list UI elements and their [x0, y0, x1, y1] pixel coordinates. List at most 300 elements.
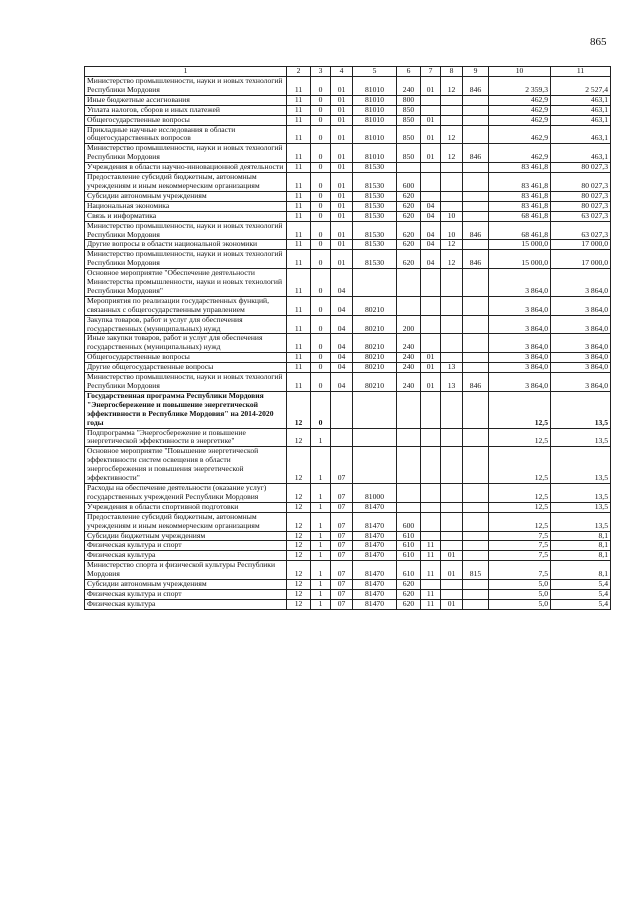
chapter-code	[421, 502, 441, 512]
chapter-code	[421, 512, 441, 531]
chapter-code: 11	[421, 541, 441, 551]
expense-type-code: 240	[397, 353, 421, 363]
activity-code	[331, 391, 353, 428]
subsection-code	[441, 428, 463, 447]
table-row	[85, 211, 611, 221]
subsection-code	[441, 531, 463, 541]
activity-code: 07	[331, 551, 353, 561]
subprogram-code: 0	[311, 201, 331, 211]
row-name: Учреждения в области научно-инновационной деятельности	[85, 163, 287, 173]
section-code: 11	[287, 173, 311, 192]
row-name: Физическая культура	[85, 599, 287, 609]
subsection-code	[441, 115, 463, 125]
ministry-code	[463, 173, 489, 192]
amount-year-2: 13,5	[551, 428, 611, 447]
subprogram-code: 0	[311, 221, 331, 240]
ministry-code: 846	[463, 77, 489, 96]
section-code: 11	[287, 296, 311, 315]
row-name: Физическая культура и спорт	[85, 589, 287, 599]
section-code: 11	[287, 373, 311, 392]
row-name: Прикладные научные исследования в области общегосударственных вопросов	[85, 125, 287, 144]
amount-year-1: 7,5	[489, 541, 551, 551]
amount-year-1: 3 864,0	[489, 363, 551, 373]
amount-year-2: 13,5	[551, 502, 611, 512]
amount-year-1: 3 864,0	[489, 373, 551, 392]
expense-type-code: 610	[397, 531, 421, 541]
chapter-code	[421, 191, 441, 201]
direction-code	[353, 391, 397, 428]
activity-code: 04	[331, 296, 353, 315]
ministry-code: 846	[463, 250, 489, 269]
subprogram-code: 1	[311, 531, 331, 541]
amount-year-1: 2 359,3	[489, 77, 551, 96]
amount-year-2: 63 027,3	[551, 221, 611, 240]
ministry-code	[463, 391, 489, 428]
row-name: Министерство промышленности, науки и новых технологий Республики Мордовия	[85, 77, 287, 96]
amount-year-1: 3 864,0	[489, 334, 551, 353]
activity-code: 01	[331, 77, 353, 96]
table-row	[85, 589, 611, 599]
expense-type-code	[397, 502, 421, 512]
table-row	[85, 240, 611, 250]
subsection-code	[441, 353, 463, 363]
amount-year-1: 12,5	[489, 483, 551, 502]
activity-code: 01	[331, 211, 353, 221]
ministry-code	[463, 502, 489, 512]
subsection-code: 12	[441, 250, 463, 269]
ministry-code	[463, 580, 489, 590]
expense-type-code: 800	[397, 95, 421, 105]
direction-code: 81470	[353, 512, 397, 531]
direction-code: 81530	[353, 163, 397, 173]
budget-table	[84, 66, 611, 610]
subprogram-code: 0	[311, 115, 331, 125]
table-header-row	[85, 67, 611, 77]
amount-year-2: 3 864,0	[551, 363, 611, 373]
section-code: 12	[287, 428, 311, 447]
section-code: 11	[287, 105, 311, 115]
direction-code: 81530	[353, 173, 397, 192]
table-row	[85, 173, 611, 192]
table-row	[85, 363, 611, 373]
chapter-code	[421, 315, 441, 334]
amount-year-1: 462,9	[489, 95, 551, 105]
ministry-code: 846	[463, 144, 489, 163]
direction-code: 80210	[353, 296, 397, 315]
chapter-code: 01	[421, 125, 441, 144]
activity-code: 01	[331, 105, 353, 115]
subprogram-code: 1	[311, 502, 331, 512]
subsection-code	[441, 391, 463, 428]
expense-type-code: 850	[397, 144, 421, 163]
subsection-code	[441, 191, 463, 201]
direction-code: 81010	[353, 77, 397, 96]
table-row	[85, 201, 611, 211]
table-row	[85, 334, 611, 353]
column-header: 4	[331, 67, 353, 77]
expense-type-code: 620	[397, 240, 421, 250]
subsection-code: 01	[441, 551, 463, 561]
chapter-code	[421, 483, 441, 502]
row-name: Иные закупки товаров, работ и услуг для обеспечения государственных (муниципальных) нужд	[85, 334, 287, 353]
row-name: Предоставление субсидий бюджетным, автономным учреждениям и иным некоммерческим организациям	[85, 173, 287, 192]
subprogram-code: 1	[311, 447, 331, 484]
direction-code: 80210	[353, 353, 397, 363]
table-row	[85, 296, 611, 315]
subprogram-code: 0	[311, 334, 331, 353]
amount-year-2: 463,1	[551, 125, 611, 144]
expense-type-code: 610	[397, 551, 421, 561]
direction-code: 81010	[353, 95, 397, 105]
ministry-code	[463, 315, 489, 334]
activity-code: 01	[331, 201, 353, 211]
activity-code: 01	[331, 221, 353, 240]
subsection-code	[441, 589, 463, 599]
amount-year-1: 3 864,0	[489, 353, 551, 363]
amount-year-1: 83 461,8	[489, 163, 551, 173]
direction-code: 81470	[353, 580, 397, 590]
table-row	[85, 391, 611, 428]
chapter-code	[421, 105, 441, 115]
section-code: 11	[287, 163, 311, 173]
row-name: Общегосударственные вопросы	[85, 115, 287, 125]
expense-type-code: 620	[397, 211, 421, 221]
subsection-code	[441, 269, 463, 297]
row-name: Физическая культура и спорт	[85, 541, 287, 551]
subprogram-code: 0	[311, 191, 331, 201]
direction-code: 81010	[353, 125, 397, 144]
subsection-code: 10	[441, 211, 463, 221]
subprogram-code: 0	[311, 173, 331, 192]
column-header: 5	[353, 67, 397, 77]
section-code: 11	[287, 269, 311, 297]
ministry-code	[463, 240, 489, 250]
row-name: Государственная программа Республики Мордовия "Энергосбережение и повышение энергетической эффективности в Республике Мордовия" на 2014-2020 годы	[85, 391, 287, 428]
section-code: 11	[287, 240, 311, 250]
amount-year-2: 80 027,3	[551, 191, 611, 201]
subprogram-code: 1	[311, 589, 331, 599]
subsection-code	[441, 163, 463, 173]
row-name: Министерство промышленности, науки и новых технологий Республики Мордовия	[85, 250, 287, 269]
expense-type-code: 600	[397, 512, 421, 531]
subprogram-code: 1	[311, 561, 331, 580]
activity-code: 01	[331, 191, 353, 201]
expense-type-code: 620	[397, 589, 421, 599]
table-row	[85, 315, 611, 334]
subprogram-code: 0	[311, 363, 331, 373]
subsection-code	[441, 201, 463, 211]
column-header: 1	[85, 67, 287, 77]
table-row	[85, 599, 611, 609]
table-row	[85, 115, 611, 125]
amount-year-2: 8,1	[551, 531, 611, 541]
subprogram-code: 0	[311, 240, 331, 250]
ministry-code	[463, 428, 489, 447]
subprogram-code: 0	[311, 211, 331, 221]
chapter-code	[421, 447, 441, 484]
subprogram-code: 1	[311, 428, 331, 447]
section-code: 12	[287, 599, 311, 609]
amount-year-2: 80 027,3	[551, 201, 611, 211]
direction-code: 81470	[353, 502, 397, 512]
row-name: Министерство промышленности, науки и новых технологий Республики Мордовия	[85, 144, 287, 163]
subsection-code: 01	[441, 599, 463, 609]
ministry-code	[463, 163, 489, 173]
amount-year-2: 13,5	[551, 391, 611, 428]
expense-type-code	[397, 296, 421, 315]
expense-type-code: 600	[397, 173, 421, 192]
chapter-code: 01	[421, 363, 441, 373]
chapter-code: 04	[421, 240, 441, 250]
expense-type-code: 620	[397, 191, 421, 201]
direction-code	[353, 447, 397, 484]
amount-year-2: 5,4	[551, 599, 611, 609]
amount-year-1: 462,9	[489, 125, 551, 144]
section-code: 11	[287, 77, 311, 96]
section-code: 11	[287, 95, 311, 105]
subprogram-code: 0	[311, 269, 331, 297]
expense-type-code	[397, 163, 421, 173]
section-code: 11	[287, 334, 311, 353]
expense-type-code: 200	[397, 315, 421, 334]
section-code: 12	[287, 502, 311, 512]
amount-year-2: 3 864,0	[551, 269, 611, 297]
table-row	[85, 250, 611, 269]
activity-code: 04	[331, 353, 353, 363]
subsection-code	[441, 334, 463, 353]
ministry-code: 846	[463, 373, 489, 392]
activity-code: 07	[331, 580, 353, 590]
activity-code: 01	[331, 125, 353, 144]
amount-year-2: 17 000,0	[551, 250, 611, 269]
subprogram-code: 0	[311, 373, 331, 392]
ministry-code	[463, 599, 489, 609]
activity-code: 01	[331, 173, 353, 192]
ministry-code	[463, 353, 489, 363]
amount-year-2: 17 000,0	[551, 240, 611, 250]
amount-year-2: 80 027,3	[551, 163, 611, 173]
subsection-code	[441, 483, 463, 502]
ministry-code	[463, 512, 489, 531]
ministry-code	[463, 296, 489, 315]
chapter-code: 01	[421, 77, 441, 96]
direction-code: 80210	[353, 334, 397, 353]
activity-code: 04	[331, 315, 353, 334]
subsection-code: 13	[441, 363, 463, 373]
amount-year-1: 5,0	[489, 580, 551, 590]
table-row	[85, 163, 611, 173]
chapter-code: 01	[421, 373, 441, 392]
ministry-code	[463, 334, 489, 353]
ministry-code	[463, 95, 489, 105]
amount-year-1: 3 864,0	[489, 296, 551, 315]
amount-year-1: 12,5	[489, 391, 551, 428]
activity-code: 01	[331, 163, 353, 173]
ministry-code	[463, 211, 489, 221]
chapter-code: 01	[421, 144, 441, 163]
expense-type-code	[397, 428, 421, 447]
direction-code: 81530	[353, 191, 397, 201]
expense-type-code: 240	[397, 77, 421, 96]
direction-code: 80210	[353, 373, 397, 392]
section-code: 11	[287, 250, 311, 269]
direction-code: 81470	[353, 531, 397, 541]
chapter-code	[421, 391, 441, 428]
table-row	[85, 77, 611, 96]
row-name: Предоставление субсидий бюджетным, автономным учреждениям и иным некоммерческим организациям	[85, 512, 287, 531]
expense-type-code: 620	[397, 250, 421, 269]
table-row	[85, 221, 611, 240]
activity-code: 07	[331, 483, 353, 502]
amount-year-1: 15 000,0	[489, 250, 551, 269]
column-header: 10	[489, 67, 551, 77]
direction-code: 81530	[353, 240, 397, 250]
amount-year-1: 15 000,0	[489, 240, 551, 250]
column-header: 7	[421, 67, 441, 77]
row-name: Субсидии автономным учреждениям	[85, 191, 287, 201]
amount-year-2: 3 864,0	[551, 334, 611, 353]
ministry-code	[463, 191, 489, 201]
amount-year-1: 7,5	[489, 551, 551, 561]
table-row	[85, 561, 611, 580]
direction-code: 81530	[353, 201, 397, 211]
activity-code: 01	[331, 240, 353, 250]
expense-type-code: 850	[397, 125, 421, 144]
activity-code: 01	[331, 115, 353, 125]
section-code: 11	[287, 315, 311, 334]
direction-code: 81010	[353, 144, 397, 163]
subprogram-code: 1	[311, 551, 331, 561]
table-row	[85, 105, 611, 115]
subsection-code: 12	[441, 77, 463, 96]
chapter-code: 04	[421, 211, 441, 221]
subsection-code	[441, 95, 463, 105]
subprogram-code: 0	[311, 296, 331, 315]
activity-code: 07	[331, 589, 353, 599]
subsection-code	[441, 296, 463, 315]
amount-year-2: 13,5	[551, 483, 611, 502]
direction-code: 81530	[353, 211, 397, 221]
ministry-code	[463, 551, 489, 561]
table-row	[85, 483, 611, 502]
direction-code: 80210	[353, 315, 397, 334]
amount-year-1: 3 864,0	[489, 269, 551, 297]
amount-year-1: 12,5	[489, 428, 551, 447]
row-name: Иные бюджетные ассигнования	[85, 95, 287, 105]
section-code: 12	[287, 447, 311, 484]
row-name: Расходы на обеспечение деятельности (оказание услуг) государственных учреждений Республики Мордовия	[85, 483, 287, 502]
amount-year-2: 3 864,0	[551, 353, 611, 363]
subsection-code: 12	[441, 125, 463, 144]
amount-year-2: 3 864,0	[551, 373, 611, 392]
activity-code: 07	[331, 561, 353, 580]
activity-code: 04	[331, 373, 353, 392]
subprogram-code: 0	[311, 105, 331, 115]
section-code: 11	[287, 125, 311, 144]
amount-year-2: 2 527,4	[551, 77, 611, 96]
section-code: 12	[287, 589, 311, 599]
ministry-code	[463, 589, 489, 599]
table-row	[85, 428, 611, 447]
expense-type-code	[397, 391, 421, 428]
direction-code: 81470	[353, 589, 397, 599]
direction-code: 81000	[353, 483, 397, 502]
row-name: Мероприятия по реализации государственных функций, связанных с общегосударственным управлением	[85, 296, 287, 315]
section-code: 12	[287, 580, 311, 590]
section-code: 11	[287, 201, 311, 211]
subprogram-code: 1	[311, 512, 331, 531]
column-header: 3	[311, 67, 331, 77]
table-row	[85, 580, 611, 590]
amount-year-1: 462,9	[489, 105, 551, 115]
subsection-code: 12	[441, 144, 463, 163]
section-code: 11	[287, 115, 311, 125]
column-header: 6	[397, 67, 421, 77]
activity-code: 01	[331, 95, 353, 105]
chapter-code	[421, 163, 441, 173]
column-header: 11	[551, 67, 611, 77]
activity-code: 01	[331, 144, 353, 163]
chapter-code: 11	[421, 589, 441, 599]
section-code: 12	[287, 561, 311, 580]
ministry-code	[463, 115, 489, 125]
amount-year-1: 7,5	[489, 531, 551, 541]
subsection-code: 13	[441, 373, 463, 392]
section-code: 12	[287, 512, 311, 531]
amount-year-1: 12,5	[489, 512, 551, 531]
section-code: 12	[287, 483, 311, 502]
expense-type-code: 610	[397, 541, 421, 551]
activity-code	[331, 428, 353, 447]
ministry-code: 846	[463, 221, 489, 240]
subsection-code	[441, 315, 463, 334]
section-code: 12	[287, 541, 311, 551]
expense-type-code	[397, 483, 421, 502]
amount-year-2: 5,4	[551, 580, 611, 590]
ministry-code: 815	[463, 561, 489, 580]
column-header: 9	[463, 67, 489, 77]
amount-year-1: 462,9	[489, 144, 551, 163]
section-code: 11	[287, 353, 311, 363]
direction-code: 81010	[353, 115, 397, 125]
section-code: 11	[287, 144, 311, 163]
subprogram-code: 0	[311, 315, 331, 334]
chapter-code: 01	[421, 353, 441, 363]
expense-type-code: 240	[397, 373, 421, 392]
subprogram-code: 0	[311, 353, 331, 363]
amount-year-1: 68 461,8	[489, 221, 551, 240]
chapter-code: 04	[421, 221, 441, 240]
subsection-code	[441, 447, 463, 484]
subsection-code: 01	[441, 561, 463, 580]
amount-year-1: 83 461,8	[489, 201, 551, 211]
subsection-code	[441, 173, 463, 192]
row-name: Подпрограмма "Энергосбережение и повышение энергетической эффективности в энергетике"	[85, 428, 287, 447]
amount-year-1: 7,5	[489, 561, 551, 580]
direction-code: 80210	[353, 363, 397, 373]
amount-year-1: 68 461,8	[489, 211, 551, 221]
table-row	[85, 353, 611, 363]
row-name: Основное мероприятие "Обеспечение деятельности Министерства промышленности, науки и новых технологий Республики Мордовия"	[85, 269, 287, 297]
ministry-code	[463, 269, 489, 297]
subsection-code: 12	[441, 240, 463, 250]
section-code: 12	[287, 551, 311, 561]
subprogram-code: 1	[311, 483, 331, 502]
direction-code: 81530	[353, 250, 397, 269]
amount-year-2: 13,5	[551, 512, 611, 531]
activity-code: 07	[331, 531, 353, 541]
amount-year-2: 5,4	[551, 589, 611, 599]
